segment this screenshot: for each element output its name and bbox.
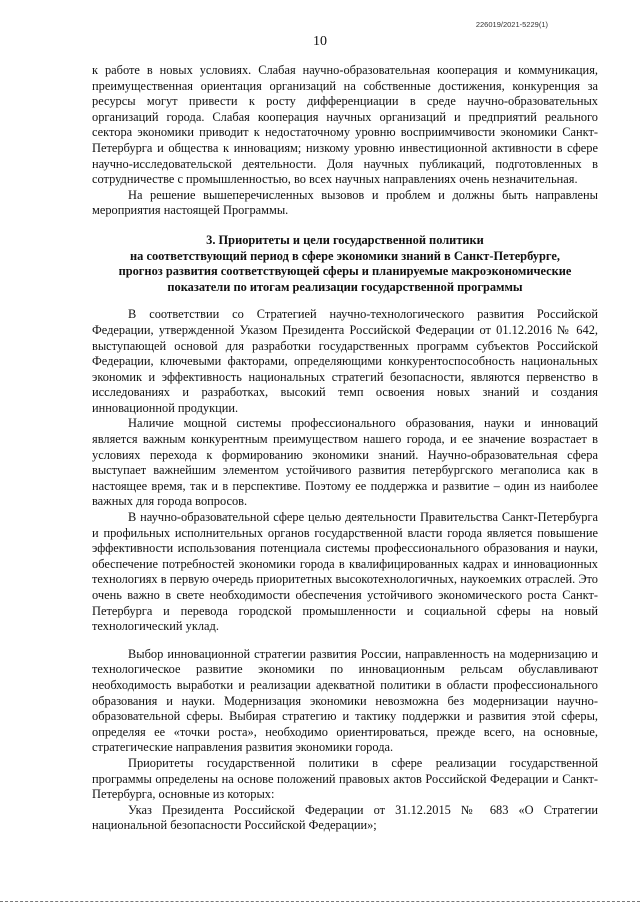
paragraph-strategy: В соответствии со Стратегией научно-технологического развития Российской Федерации, утвержденной Указом Президента Российской Федерации от 01.12.2016 № 642, выступающей основой для разработки государственных программ субъектов Российской Федерации, ключевыми факторами, определяющими конкурентоспособность национальных экономик и эффективность национальных стратегий безопасности, являются первенство в исследованиях и разработках, высокий темп освоения новых знаний и создания инновационной продукции. — [92, 307, 598, 415]
section-heading-line: 3. Приоритеты и цели государственной политики — [206, 232, 484, 247]
paragraph-government-goal: В научно-образовательной сфере целью деятельности Правительства Санкт-Петербурга и профильных исполнительных органов государственной власти города является повышение эффективности использования потенциала системы профессионального образования и науки, обеспечение потребностей экономики города в квалифицированных кадрах и инновационных технологиях в первую очередь приоритетных высокотехнологичных, наукоемких отраслей. Это очень важно в свете необходимости обеспечения устойчивого экономического роста Санкт-Петербурга и перевода городской промышленности и социальной сферы на новый технологический уклад. — [92, 510, 598, 634]
page-number: 10 — [313, 34, 327, 49]
paragraph-education-system: Наличие мощной системы профессионального образования, науки и инноваций является важным конкурентным преимуществом нашего города, и ее значение возрастает в условиях перехода к формированию экономики знаний. Научно-образовательная сфера выступает важнейшим элементом устойчивого развития петербургского мегаполиса как в настоящее время, так и в перспективе. Поэтому ее поддержка и развитие – один из наиболее важных для города вопросов. — [92, 416, 598, 509]
paragraph-presidential-decree: Указ Президента Российской Федерации от 31.12.2015 № 683 «О Стратегии национальной безопасности Российской Федерации»; — [92, 802, 598, 833]
paragraph-innovation-strategy: Выбор инновационной стратегии развития России, направленность на модернизацию и технологическое развитие экономики по инновационным рельсам обуславливают необходимость выработки и реализации адекватной политики в области профессионального образования и науки. Модернизация экономики невозможна без модернизации научно-образовательной сферы. Выбирая стратегию и тактику поддержки и развития этой сферы, определяя ее «точки роста», необходимо ориентироваться, прежде всего, на основные, стратегические направления развития экономики города. — [92, 646, 598, 755]
section-heading — [92, 233, 598, 295]
paragraph-policy-priorities: Приоритеты государственной политики в сфере реализации государственной программы определены на основе положений правовых актов Российской Федерации и Санкт-Петербурга, основные из которых: — [92, 755, 598, 802]
section-heading-line: показатели по итогам реализации государственной программы — [167, 279, 523, 294]
page-bottom-edge — [0, 901, 640, 903]
section-heading-line: на соответствующий период в сфере экономики знаний в Санкт-Петербурге, — [130, 248, 560, 263]
paragraph-continuation: к работе в новых условиях. Слабая научно-образовательная кооперация и коммуникация, преимущественная ориентация организаций на собственные достижения, конкуренция за ресурсы могут привести к росту дифференциации в среде научно-образовательных организаций города. Слабая кооперация научных организаций и предприятий реального сектора экономики приводит к недостаточному уровню восприимчивости экономики Санкт-Петербурга и общества к инновациям; низкому уровню инвестиционной активности в сфере научно-исследовательской деятельности. Доля научных публикаций, подготовленных в сотрудничестве с промышленностью, во всех научных направлениях очень незначительная. — [92, 63, 598, 187]
document-body — [92, 63, 598, 834]
section-heading-line: прогноз развития соответствующей сферы и планируемые макроэкономические — [118, 264, 572, 279]
paragraph-program-measures: На решение вышеперечисленных вызовов и проблем и должны быть направлены мероприятия настоящей Программы. — [92, 187, 598, 218]
document-registration-number: 226019/2021-5229(1) — [475, 20, 548, 29]
